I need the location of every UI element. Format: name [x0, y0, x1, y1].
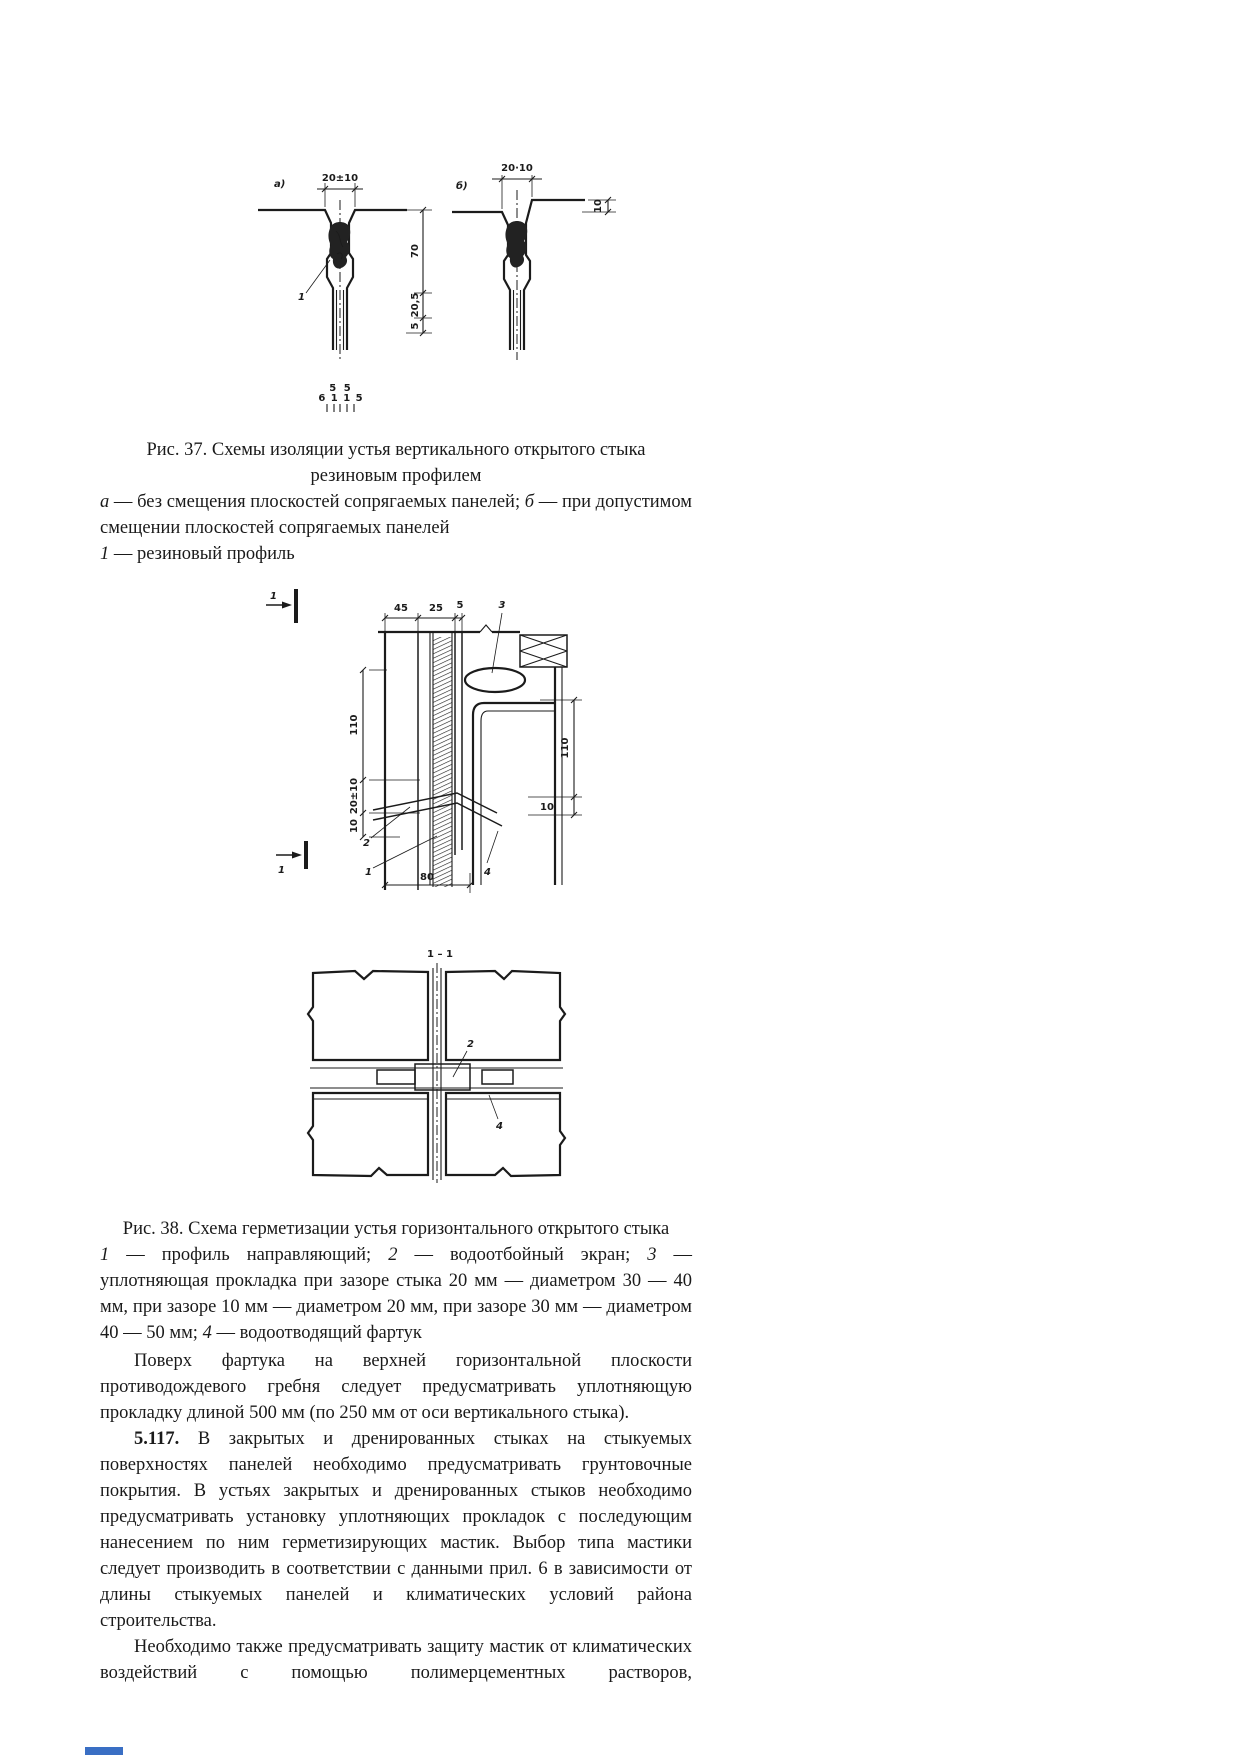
dim-label: 20·10 — [501, 163, 533, 174]
dim-offset-10: 10 — [593, 199, 604, 213]
view-label-a: а) — [274, 179, 286, 190]
section-mark-label: 1 — [278, 865, 285, 876]
sealing-gasket — [465, 668, 525, 692]
dim-10-left: 10 — [349, 819, 360, 833]
paragraph-apron: Поверх фартука на верхней горизонтальной плоскости противодождевого гребня следует предусматривать уплотняющую прокладку длиной 500 мм (по 250 мм от оси вертикального стыка). — [100, 1351, 692, 1423]
legend-text: — уплотняющая прокладка при зазоре стыка 20 мм — диаметром 30 — 40 мм, при зазоре 10 мм — диаметром 20 мм, при зазоре 30 мм — диаметром 40 — 50 мм; — [100, 1245, 692, 1343]
legend-key: 1 — [100, 544, 110, 564]
dim-80: 80 — [420, 872, 434, 883]
arrow-icon — [292, 852, 302, 859]
dim-5: 5 — [410, 322, 421, 330]
rubber-profile-b — [505, 221, 527, 267]
dim-20-10: 20±10 — [349, 777, 360, 815]
figure37-svg — [240, 145, 620, 415]
figure38-caption — [100, 1216, 692, 1346]
figure37-caption-line1: Рис. 37. Схемы изоляции устья вертикального открытого стыка — [146, 440, 646, 460]
dim-70: 70 — [410, 244, 421, 258]
view-label-b: б) — [456, 181, 468, 192]
dim-5: 5 — [456, 600, 464, 611]
legend-text: — резиновый профиль — [109, 544, 295, 564]
bottom-dims-row1: 5 5 — [329, 383, 353, 394]
legend-key: 4 — [202, 1323, 212, 1343]
callout-4-label: 4 — [484, 867, 491, 878]
bottom-dim-ticks — [327, 404, 354, 412]
arrow-icon — [282, 602, 292, 609]
figure38-bottom-svg — [265, 935, 575, 1187]
joint-profile-b — [452, 163, 616, 360]
legend-text: — без смещения плоскостей сопрягаемых панелей; — [109, 492, 525, 512]
body-text — [100, 1348, 692, 1686]
paragraph-mastic-protection: Необходимо также предусматривать защиту мастик от климатических воздействий с помощью полимерцементных растворов, — [100, 1637, 692, 1683]
legend-text: — при допустимом смещении плоскостей сопрягаемых панелей — [100, 492, 692, 538]
dimension-chain — [406, 207, 432, 336]
figure37-drawing — [240, 145, 620, 415]
callout-3-label: 3 — [498, 600, 506, 611]
dim-110-left: 110 — [349, 714, 360, 736]
callout-2-label: 2 — [363, 838, 370, 849]
legend-text: — водоотбойный экран; — [397, 1245, 648, 1265]
legend-text: — водоотводящий фартук — [211, 1323, 422, 1343]
dim-20-5: 20,5 — [410, 292, 421, 318]
clause-text: В закрытых и дренированных стыках на стыкуемых поверхностях панелей необходимо предусматривать грунтовочные покрытия. В устьях закрытых и дренированных стыков необходимо предусматривать установку уплотняющих прокладок с последующим нанесением по ним герметизирующих мастик. Выбор типа мастики следует производить в соответствии с данными прил. 6 в зависимости от длины стыкуемых панелей и климатических условий района строительства. — [100, 1429, 692, 1631]
legend-key: б — [524, 492, 535, 512]
rubber-profile-a — [328, 222, 350, 268]
callout-4-label: 4 — [496, 1121, 503, 1132]
figure38-top-drawing — [240, 545, 590, 897]
bottom-dimension — [382, 872, 473, 893]
dim-45: 45 — [394, 603, 408, 614]
vertical-joint — [433, 963, 441, 1183]
legend-key: 1 — [100, 1245, 110, 1265]
section-mark-label: 1 — [270, 591, 277, 602]
figure38-bottom-drawing — [265, 935, 575, 1187]
section-mark-bottom — [276, 841, 306, 876]
paragraph-5-117 — [100, 1426, 692, 1634]
bottom-dims-row2: 6 1 1 5 — [318, 393, 364, 404]
callout-2-label: 2 — [467, 1039, 474, 1050]
dim-label: 20±10 — [321, 173, 359, 184]
insulation-block — [520, 635, 567, 667]
figure37-legend-ab — [100, 489, 692, 541]
footer-accent-bar — [85, 1747, 123, 1755]
joint-profile-a — [258, 173, 407, 412]
dim-25: 25 — [429, 603, 443, 614]
callouts — [453, 1039, 503, 1132]
dim-10-right: 10 — [540, 802, 554, 813]
figure37-caption-line2: резиновым профилем — [310, 466, 482, 486]
figure38-caption-line1: Рис. 38. Схема герметизации устья горизонтального открытого стыка — [122, 1219, 670, 1239]
dim-110-right: 110 — [560, 737, 571, 759]
sealant-hatch — [433, 637, 452, 887]
callout-1-label: 1 — [365, 867, 372, 878]
legend-text: — профиль направляющий; — [109, 1245, 389, 1265]
callout-1-label: 1 — [298, 292, 305, 303]
section-title: 1 – 1 — [427, 949, 453, 960]
section-mark-top — [266, 589, 296, 623]
legend-key: 3 — [647, 1245, 657, 1265]
legend-key: а — [100, 492, 110, 512]
clause-number: 5.117. — [134, 1429, 180, 1449]
figure38-top-svg — [240, 545, 590, 897]
figure38-legend — [100, 1242, 692, 1346]
legend-key: 2 — [388, 1245, 398, 1265]
wall-layers — [378, 625, 520, 890]
